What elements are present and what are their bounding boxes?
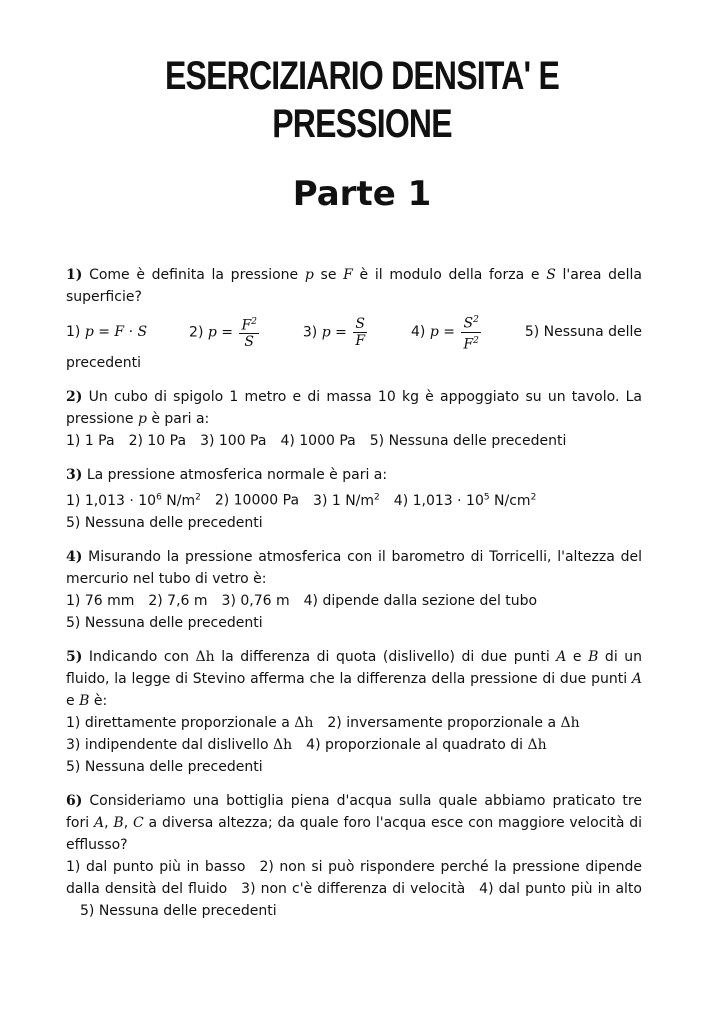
question-number: 2): [66, 389, 83, 406]
option-1: 1) direttamente proporzionale a Δh: [66, 714, 314, 731]
question-text: e: [66, 692, 80, 709]
option-5: 5) Nessuna delle precedenti: [80, 902, 277, 919]
math-var: F: [343, 267, 353, 283]
question-text: l'area della superficie?: [66, 267, 643, 305]
question-5-options-b: [66, 734, 642, 756]
document-title: ESERCIZIARIO DENSITA' E PRESSIONE: [165, 54, 559, 146]
option-label: 4): [410, 324, 430, 341]
denominator: S: [244, 334, 254, 351]
denominator: F: [355, 332, 366, 349]
math-var: B: [113, 814, 124, 831]
question-number: 6): [66, 792, 83, 809]
fraction: [353, 316, 367, 349]
exponent: 2: [251, 316, 257, 327]
question-text: e: [566, 648, 589, 665]
option-1: 1) $1,013 \cdot 10^6$ $N/m^2$: [66, 492, 201, 509]
question-number: 1): [66, 267, 83, 283]
math-var: Δh: [195, 648, 215, 665]
option-4: 4) dipende dalla sezione del tubo: [303, 592, 538, 609]
question-6-options: [66, 856, 642, 922]
option-3: 3) 0,76 m: [221, 592, 290, 609]
question-1-text: [66, 264, 642, 308]
numerator: S: [463, 315, 474, 332]
question-text: ,: [104, 814, 114, 831]
option-3: [303, 316, 369, 349]
question-text: è pari a:: [146, 411, 210, 428]
option-5: 5) Nessuna delle precedenti: [66, 758, 263, 775]
question-6: [66, 790, 642, 922]
numerator: S: [353, 316, 367, 333]
questions-list: [66, 264, 642, 934]
question-text: se: [313, 267, 344, 283]
option-label: 2): [189, 324, 208, 341]
math-var: B: [79, 692, 90, 709]
option-label: 3): [302, 324, 322, 341]
option-2: 2) inversamente proporzionale a Δh: [327, 714, 580, 731]
option-3: 3) 1 $N/m^2$: [313, 492, 380, 509]
option-formula: p =: [429, 324, 455, 341]
option-2: [189, 314, 261, 351]
option-2: 2) 7,6 m: [148, 592, 208, 609]
question-3: [66, 464, 642, 534]
option-4: 4) $1,013 \cdot 10^5$ $N/cm^2$: [393, 492, 537, 509]
numerator: F: [241, 317, 252, 334]
math-var: B: [588, 648, 599, 665]
question-number: 5): [66, 648, 83, 665]
option-5: 5) Nessuna delle precedenti: [369, 433, 567, 450]
option-formula: p =: [207, 324, 234, 341]
option-2: 2) 10 Pa: [128, 433, 187, 450]
question-text: Come è definita la pressione: [82, 267, 305, 283]
question-2: [66, 386, 642, 452]
fraction: [239, 314, 258, 351]
question-text: Indicando con: [82, 648, 196, 665]
question-4: [66, 546, 642, 634]
math-var: A: [631, 670, 642, 687]
option-5: 5) Nessuna delle precedenti: [66, 614, 263, 631]
option-5: 5) Nessuna delle: [524, 324, 642, 341]
option-5: 5) Nessuna delle precedenti: [66, 514, 263, 531]
option-formula: p = F · S: [84, 324, 148, 341]
question-5-text: [66, 646, 642, 712]
question-4-text: [66, 546, 642, 590]
question-3-text: [66, 464, 642, 486]
question-text: a diversa altezza; da quale foro l'acqua esce con maggiore velocità di efflusso?: [66, 814, 643, 853]
option-label: 1): [66, 324, 85, 341]
option-2: 2) 10000 Pa: [214, 492, 300, 509]
exponent: 2: [473, 315, 479, 325]
part-title: Parte 1: [292, 174, 432, 214]
exponent: 2: [473, 335, 479, 346]
denominator: F: [463, 336, 474, 353]
question-1-options: [66, 312, 642, 352]
question-4-options: [66, 590, 642, 612]
option-3: 3) indipendente dal dislivello Δh: [66, 736, 293, 753]
option-1: 1) 1 Pa: [66, 433, 115, 450]
question-number: 3): [66, 467, 83, 484]
question-6-text: [66, 790, 642, 856]
question-text: ,: [123, 814, 133, 831]
option-4: 4) dal punto più in alto: [479, 880, 642, 897]
option-1: 1) 76 mm: [66, 592, 135, 609]
option-formula: p =: [321, 324, 347, 341]
question-text: Un cubo di spigolo 1 metro e di massa 10 kg è appoggiato su un tavolo. La pressione: [66, 389, 642, 428]
math-var: S: [546, 267, 556, 283]
question-text: La pressione atmosferica normale è pari a:: [82, 467, 388, 484]
question-2-text: [66, 386, 642, 430]
question-text: di un fluido, la legge di Stevino afferma che la differenza della pressione di due punti: [66, 648, 642, 687]
option-2: 2) non si può rispondere perché la pressione dipende dalla densità del fluido: [66, 858, 642, 897]
question-text: Consideriamo una bottiglia piena d'acqua sulla quale abbiamo praticato tre fori: [66, 792, 642, 831]
option-4: 4) proporzionale al quadrato di Δh: [306, 736, 547, 753]
option-5-continued: precedenti: [66, 355, 142, 372]
question-text: è il modulo della forza e: [352, 267, 547, 283]
fraction: [461, 312, 480, 352]
option-3: 3) non c'è differenza di velocità: [241, 880, 466, 897]
option-4: 4) 1000 Pa: [280, 433, 356, 450]
math-var: C: [133, 814, 144, 831]
math-var: A: [93, 814, 105, 831]
option-1: 1) dal punto più in basso: [66, 858, 246, 875]
option-1: [66, 321, 147, 343]
question-text: Misurando la pressione atmosferica con il barometro di Torricelli, l'altezza del mercurio nel tubo di vetro è:: [66, 548, 642, 587]
math-var: A: [556, 648, 567, 665]
option-3: 3) 100 Pa: [200, 433, 267, 450]
option-4: [411, 312, 483, 352]
question-5: [66, 646, 642, 778]
question-text: la differenza di quota (dislivello) di due punti: [214, 648, 557, 665]
math-var: p: [137, 411, 147, 428]
question-number: 4): [66, 548, 83, 565]
question-text: è:: [89, 692, 108, 709]
question-5-options-a: [66, 712, 642, 734]
question-2-options: [66, 430, 642, 452]
question-3-options: [66, 486, 642, 512]
question-1: [66, 264, 642, 374]
math-var: p: [304, 267, 314, 283]
